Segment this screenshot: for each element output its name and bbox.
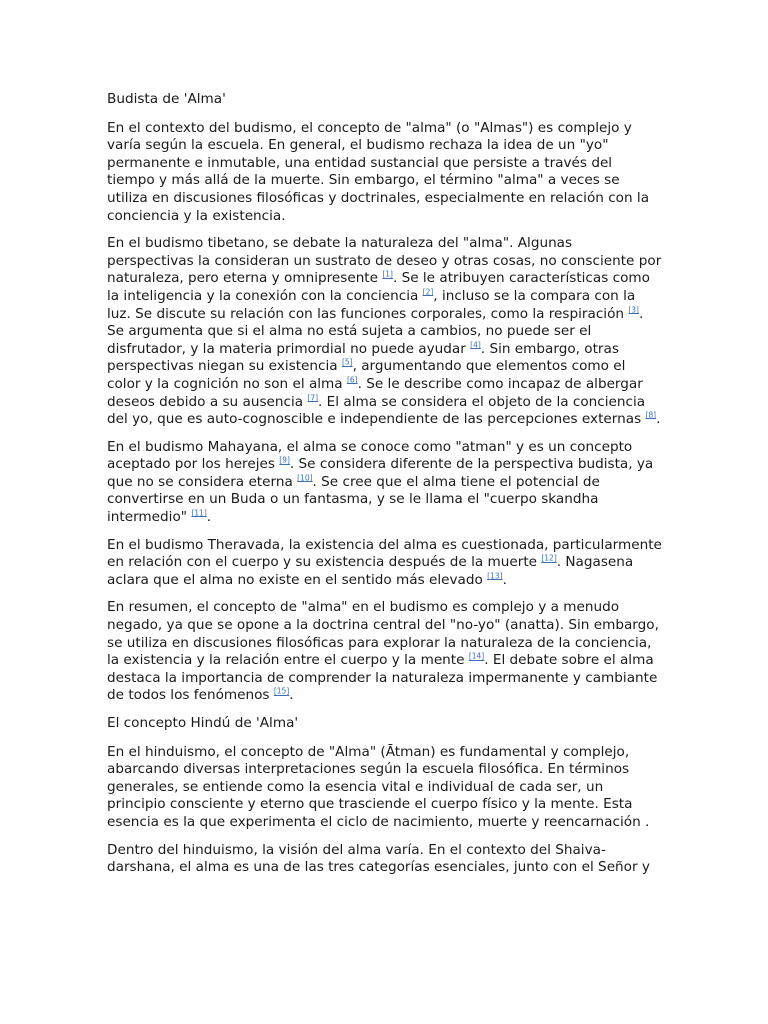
section-heading: El concepto Hindú de 'Alma' [107,715,299,731]
citation-link[interactable]: [4] [470,340,481,350]
paragraph-text: En el contexto del budismo, el concepto de "alma" (o "Almas") es complejo y varía según la escuela. En general, el budismo rechaza la idea de un "yo" permanente e inmutable, una entidad sustancial que persiste a través del tiempo y más allá de la muerte. Sin embargo, el término "alma" a veces se utiliza en discusiones filosóficas y doctrinales, especialmente en relación con la conciencia y la existencia. [107,119,650,224]
paragraph-text: . Se argumenta que si el alma no está sujeta a cambios, no puede ser el disfrutador, y la materia primordial no puede ayudar [107,305,644,357]
citation-link[interactable]: [7] [307,392,319,402]
citation-link[interactable]: [13] [487,571,503,581]
paragraph-text: Dentro del hinduismo, la visión del alma varía. En el contexto del Shaiva-darshana, el alma es una de las tres categorías esenciales, junto con el Señor y [107,841,650,876]
citation-link[interactable]: [5] [341,357,353,367]
section-heading: Budista de 'Alma' [107,91,226,107]
citation-link[interactable]: [10] [297,473,313,483]
paragraph-text: . [289,687,294,704]
paragraph-text: . [656,411,661,428]
citation-link[interactable]: [15] [273,686,290,696]
paragraph-text: . Se le describe como incapaz de albergar deseos debido a su ausencia [107,375,643,410]
paragraph [107,439,663,527]
paragraph-text: . Se le atribuyen características como la inteligencia y la conexión con la conciencia [107,270,650,304]
citation-link[interactable]: [3] [628,304,639,314]
paragraph-text: . Se considera diferente de la perspectiva budista, ya que no se considera eterna [107,456,654,490]
citation-link[interactable]: [9] [279,455,290,465]
paragraph [107,842,663,877]
paragraph [107,235,663,429]
paragraph [107,599,663,705]
citation-link[interactable]: [12] [541,553,557,563]
paragraph-text: . [502,571,507,588]
paragraph-text: . [206,509,212,526]
paragraph-text: En el budismo tibetano, se debate la naturaleza del "alma". Algunas perspectivas la consideran un sustrato de deseo y otras cosas, no consciente por naturaleza, pero eterna y omnipresente [107,235,662,287]
document-body [107,91,663,887]
citation-link[interactable]: [6] [346,375,358,385]
citation-link[interactable]: [14] [468,651,485,661]
paragraph-text: . Sin embargo, otras perspectivas niegan su existencia [107,340,619,375]
paragraph [107,537,663,590]
paragraph-text: En resumen, el concepto de "alma" en el budismo es complejo y a menudo negado, ya que se opone a la doctrina central del "no-yo" (anatta). Sin embargo, se utiliza en discusiones filosóficas para explorar la naturaleza de la conciencia, la existencia y la relación entre el cuerpo y la mente [107,599,659,669]
citation-link[interactable]: [11] [191,508,207,518]
paragraph-text: . Se cree que el alma tiene el potencial de convertirse en un Buda o un fantasma, y se le llama el "cuerpo skandha intermedio" [107,473,600,526]
paragraph [107,120,663,226]
paragraph-text: En el hinduismo, el concepto de "Alma" (Ātman) es fundamental y complejo, abarcando diversas interpretaciones según la escuela filosófica. En términos generales, se entiende como la esencia vital e individual de cada ser, un principio consciente y eterno que trasciende el cuerpo físico y la mente. Esta esencia es la que experimenta el ciclo de nacimiento, muerte y reencarnación . [107,743,650,830]
paragraph [107,744,663,832]
paragraph-text: , argumentando que elementos como el color y la cognición no son el alma [107,358,626,392]
paragraph-text: . Nagasena aclara que el alma no existe en el sentido más elevado [107,554,634,588]
paragraph-text: . El debate sobre el alma destaca la importancia de comprender la naturaleza impermanente y cambiante de todos los fenómenos [107,652,658,704]
citation-link[interactable]: [1] [382,269,393,279]
paragraph-text: En el budismo Theravada, la existencia del alma es cuestionada, particularmente en relación con el cuerpo y su existencia después de la muerte [107,536,662,571]
paragraph-text: , incluso se la compara con la luz. Se discute su relación con las funciones corporales, como la respiración [107,287,636,322]
citation-link[interactable]: [2] [422,287,434,297]
paragraph-text: En el budismo Mahayana, el alma se conoce como "atman" y es un concepto aceptado por los herejes [107,438,633,473]
citation-link[interactable]: [8] [645,410,657,420]
paragraph-text: . El alma se considera el objeto de la conciencia del yo, que es auto-cognoscible e independiente de las percepciones externas [107,393,646,428]
